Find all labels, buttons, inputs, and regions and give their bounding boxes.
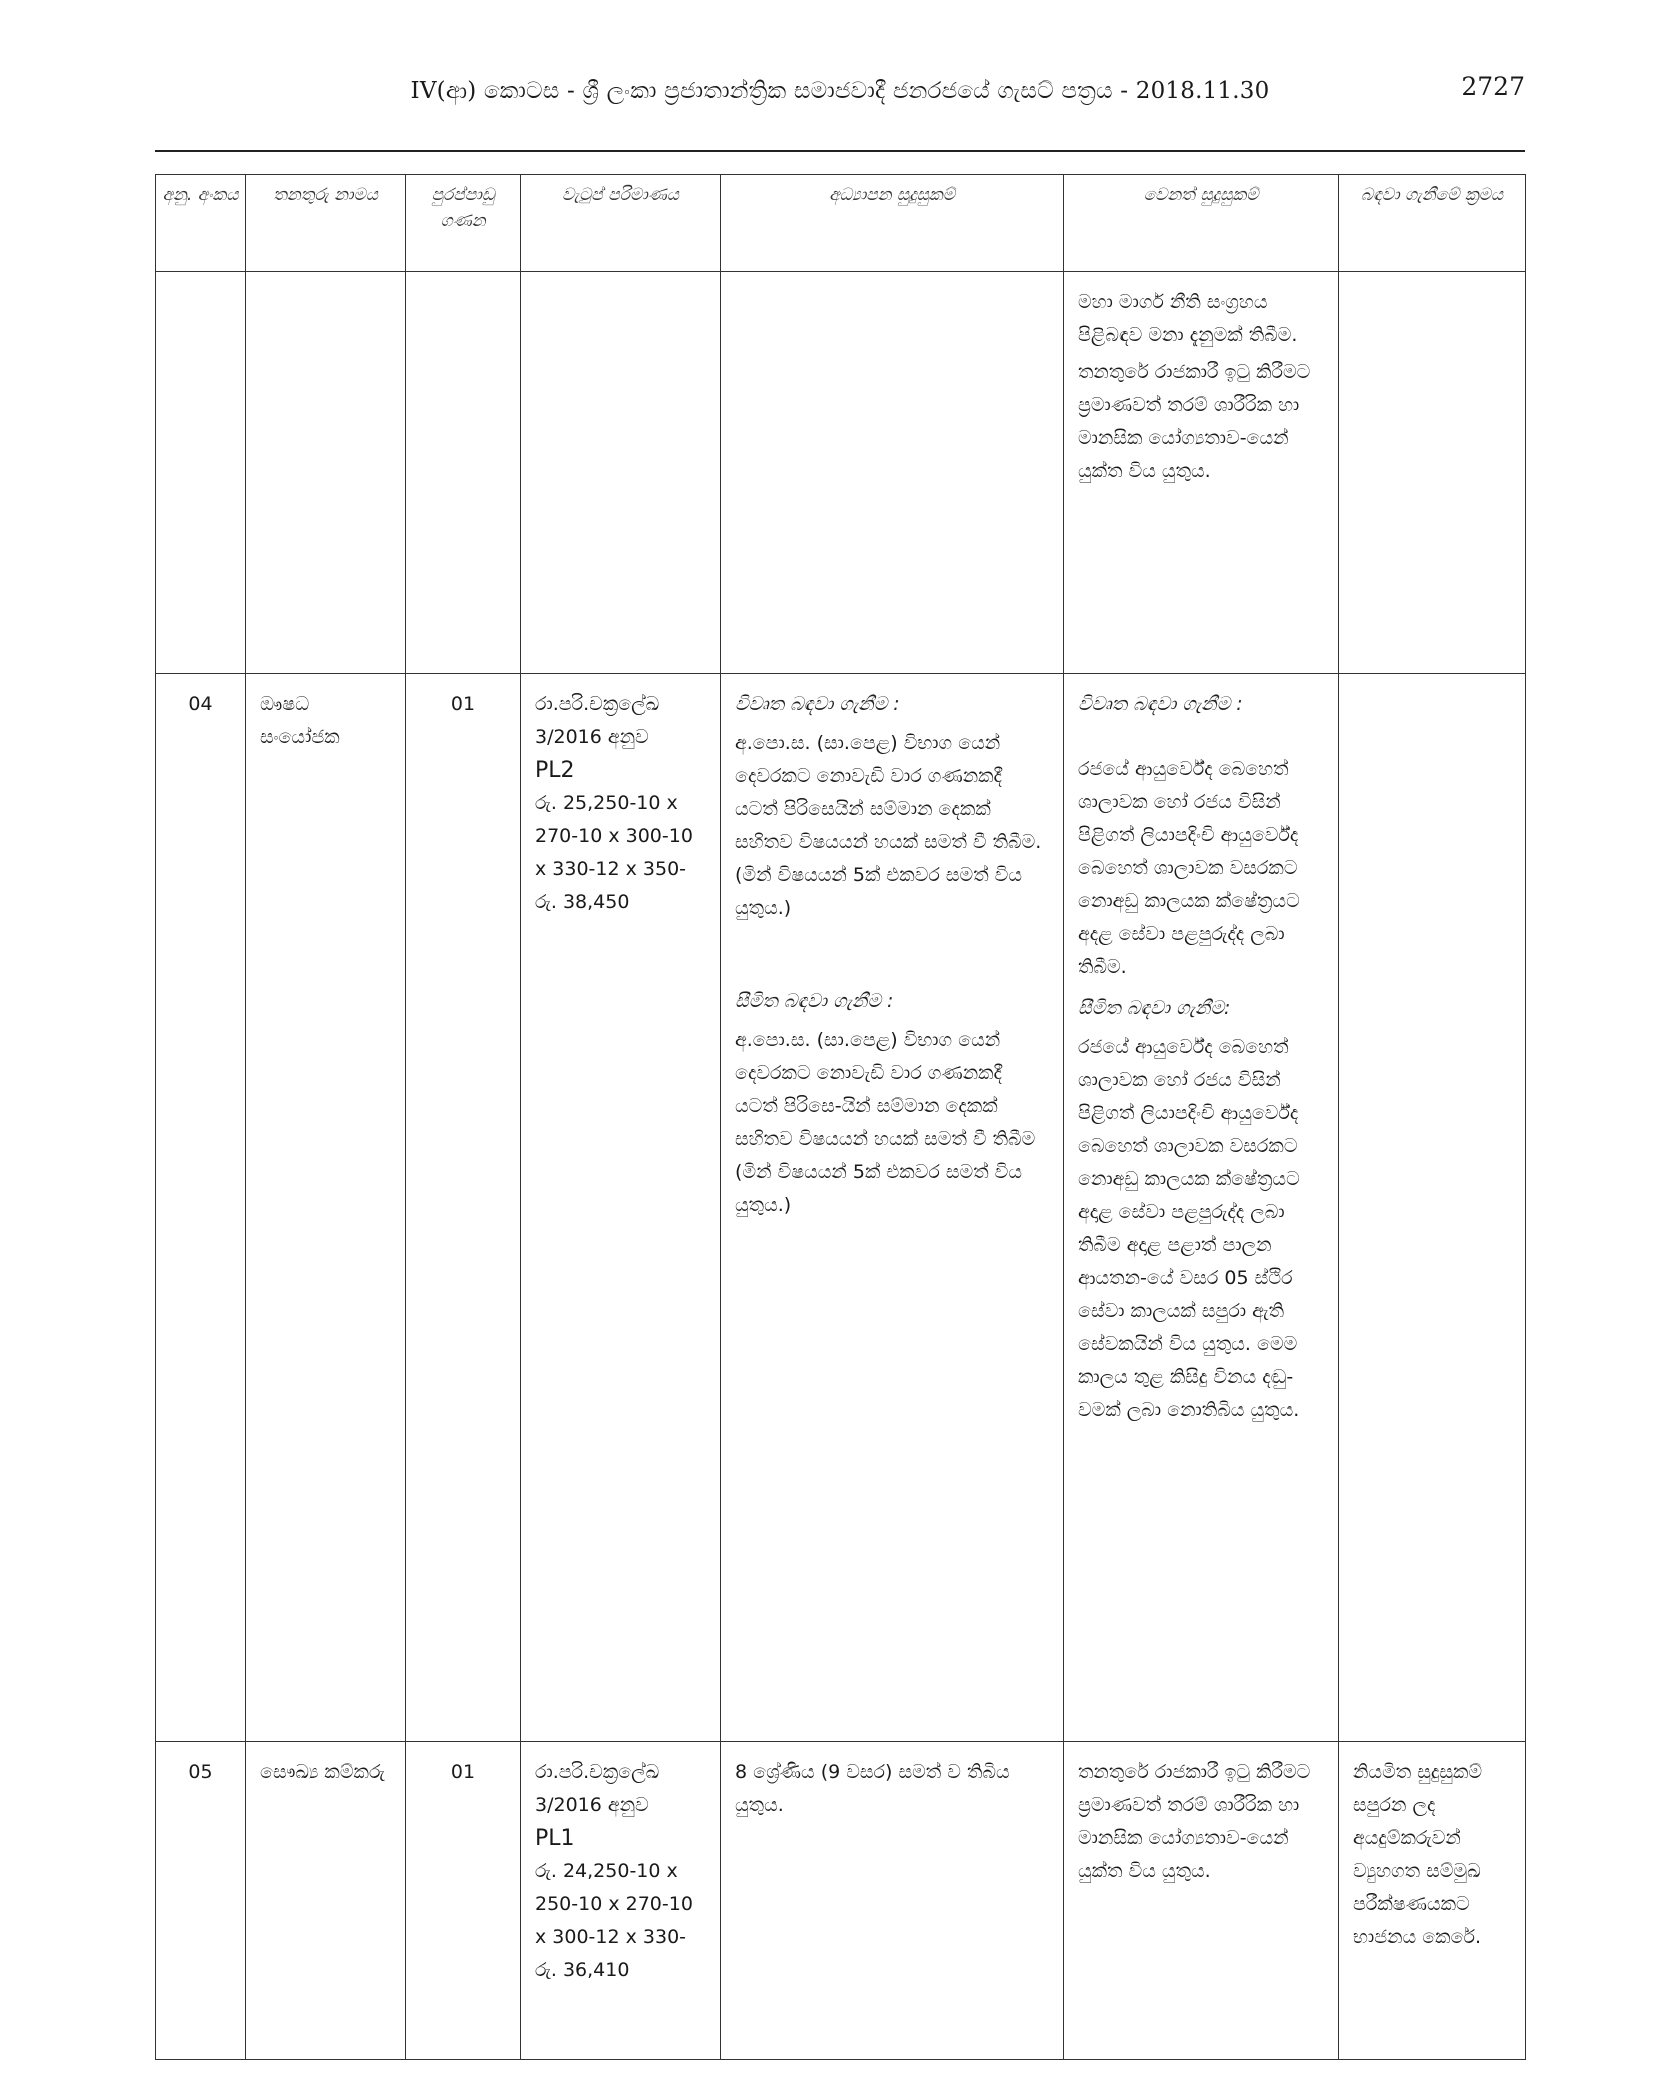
open-recruitment-heading: විවෘත බඳවා ගැනීම :	[1078, 693, 1243, 715]
col-header-education: අධ්‍යාපන සුදුසුකම්	[721, 175, 1064, 272]
open-recruitment-heading: විවෘත බඳවා ගැනීම :	[735, 693, 900, 715]
cell-method	[1339, 674, 1526, 1742]
vacancy-table	[155, 174, 1526, 2060]
cell-post: සෞඛ්‍ය කම්කරු	[246, 1742, 406, 2060]
col-header-salary: වැටුප් පරිමාණය	[521, 175, 721, 272]
spacer	[735, 929, 1049, 985]
limited-recruitment-heading: සීමිත බඳවා ගැනීම :	[735, 990, 894, 1012]
open-recruitment-text: රජයේ ආයුර්වේද බෙහෙත් ශාලාවක හෝ රජය විසින් පිළිගත් ලියාපදිංචි ආයුර්වේද බෙහෙත් ශාලාවක වසරකට නොඅඩු කාලයක ක්ෂේත්‍රයට අදළ සේවා පළපුරුද්ද ලබා තිබීම.	[1078, 758, 1300, 978]
salary-circular: රා.පරි.චක්‍රලේඛ 3/2016 අනුව	[535, 693, 660, 748]
salary-scale: රු. 25,250-10 x 270-10 x 300-10 x 330-12 x 350-රු. 38,450	[535, 792, 693, 913]
salary-grade: PL1	[535, 1826, 575, 1851]
cell-vacancies	[406, 272, 521, 674]
cell-serial: 05	[156, 1742, 246, 2060]
col-header-post: තනතුරු නාමය	[246, 175, 406, 272]
cell-method	[1339, 272, 1526, 674]
col-header-vacancies: පුරප්පාඩු ගණන	[406, 175, 521, 272]
gazette-title: IV(ආ) කොටස - ශ්‍රී ලංකා ප්‍රජාතාන්ත්‍රික සමාජවාදී ජනරජයේ ගැසට් පත්‍රය - 2018.11.30	[410, 78, 1270, 104]
salary-circular: රා.පරි.චක්‍රලේඛ 3/2016 අනුව	[535, 1761, 660, 1816]
limited-recruitment-text: අ.පො.ස. (සා.පෙළ) විභාග යෙන් දෙවරකට නොවැඩි වාර ගණනකදී යටත් පිරිසෙ-යින් සම්මාන දෙකක් සහිතව විෂයයන් හයක් සමත් වී තිබීම (මින් විෂයයන් 5ක් එකවර සමත් විය යුතුය.)	[735, 1029, 1036, 1216]
cell-post	[246, 272, 406, 674]
cell-serial	[156, 272, 246, 674]
cell-serial: 04	[156, 674, 246, 1742]
cell-vacancies: 01	[406, 1742, 521, 2060]
cell-salary	[521, 272, 721, 674]
other-qualification-text: මහා මාර්ග නීති සංග්‍රහය පිළිබඳව මනා දැනුමක් තිබීම.	[1078, 291, 1298, 346]
cell-method: නියමිත සුදුසුකම් සපුරන ලද අයදුම්කරුවන් ව්‍යුහගත සම්මුඛ පරීක්ෂණයකට භාජනය කෙරේ.	[1339, 1742, 1526, 2060]
table-row-04	[156, 674, 1526, 1742]
table-header-row	[156, 175, 1526, 272]
cell-education: 8 ශ්‍රේණිය (9 වසර) සමත් ව තිබිය යුතුය.	[721, 1742, 1064, 2060]
col-header-method: බඳවා ගැනීමේ ක්‍රමය	[1339, 175, 1526, 272]
page-header	[155, 72, 1525, 122]
page-number: 2727	[1461, 72, 1525, 101]
cell-salary	[521, 1742, 721, 2060]
salary-scale: රු. 24,250-10 x 250-10 x 270-10 x 300-12 x 330-රු. 36,410	[535, 1860, 693, 1981]
cell-education	[721, 674, 1064, 1742]
open-recruitment-text: අ.පො.ස. (සා.පෙළ) විභාග යෙන් දෙවරකට නොවැඩි වාර ගණනකදී යටත් පිරිසෙයින් සම්මාන දෙකක් සහිතව විෂයයන් හයක් සමත් වී තිබීම. (මින් විෂයයන් 5ක් එකවර සමත් විය යුතුය.)	[735, 732, 1042, 919]
header-divider	[155, 150, 1525, 152]
cell-salary	[521, 674, 721, 1742]
cell-other: තනතුරේ රාජකාරී ඉටු කිරීමට ප්‍රමාණවත් තරම් ශාරීරික හා මානසික යෝග්‍යතාව-යෙන් යුක්ත විය යුතුය.	[1064, 1742, 1339, 2060]
table-row-05	[156, 1742, 1526, 2060]
table-row-continued	[156, 272, 1526, 674]
cell-other	[1064, 674, 1339, 1742]
cell-vacancies: 01	[406, 674, 521, 1742]
limited-recruitment-heading: සීමිත බඳවා ගැනීම:	[1078, 997, 1231, 1019]
cell-education	[721, 272, 1064, 674]
salary-grade: PL2	[535, 758, 575, 783]
col-header-other: වෙනත් සුදුසුකම්	[1064, 175, 1339, 272]
col-header-serial: අනු. අංකය	[156, 175, 246, 272]
cell-other	[1064, 272, 1339, 674]
other-qualification-text: තනතුරේ රාජකාරී ඉටු කිරීමට ප්‍රමාණවත් තරම් ශාරීරික හා මානසික යෝග්‍යතාව-යෙන් යුක්ත විය යුතුය.	[1078, 361, 1311, 482]
cell-post: ඖෂධ සංයෝජක	[246, 674, 406, 1742]
limited-recruitment-text: රජයේ ආයුර්වේද බෙහෙත් ශාලාවක හෝ රජය විසින් පිළිගත් ලියාපදිංචි ආයුර්වේද බෙහෙත් ශාලාවක වසරකට නොඅඩු කාලයක ක්ෂේත්‍රයට අදාළ සේවා පළපුරුද්ද ලබා තිබීම අදාළ පළාත් පාලන ආයතන-යේ වසර 05 ස්ථිර සේවා කාලයක් සපුරා ඇති සේවකයින් විය යුතුය. මෙම කාලය තුළ කිසිදු විනය දඬු-වමක් ලබා නොතිබිය යුතුය.	[1078, 1036, 1300, 1421]
spacer	[1078, 727, 1324, 753]
